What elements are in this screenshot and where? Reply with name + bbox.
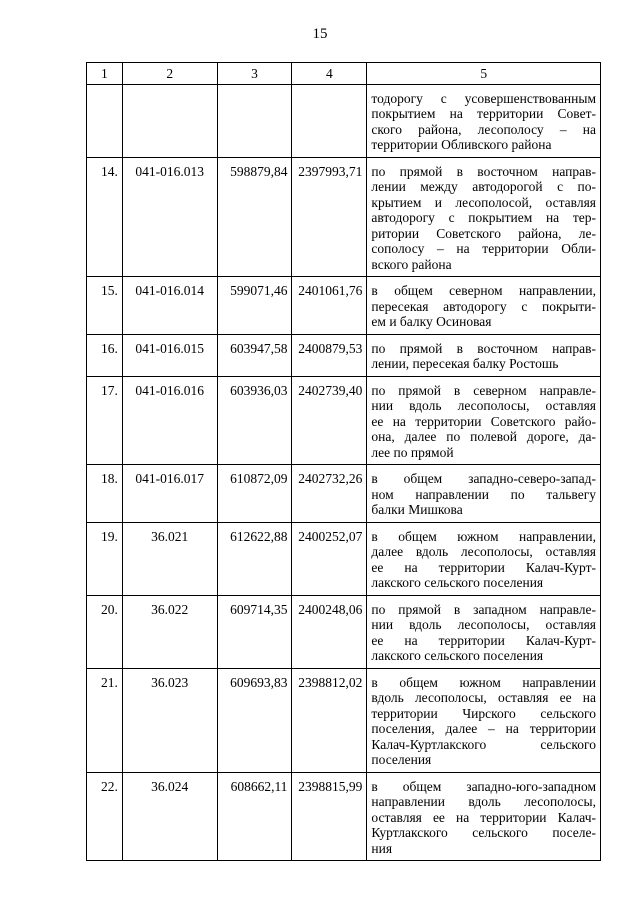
description-line: ном направлении по тальвегу (371, 486, 596, 502)
table-row (87, 465, 601, 523)
description-line: в общем северном направлении, (371, 283, 596, 298)
description-line: оставляя ее на территории Калач- (371, 809, 596, 825)
description-line: Куртлакского сельского поселе- (371, 825, 596, 840)
description-line: по прямой в восточном направ- (371, 163, 596, 179)
description-line: лее по прямой (371, 444, 454, 460)
boundary-description-cell (367, 772, 601, 861)
boundary-description-cell (367, 334, 601, 376)
description-line: территории Обливского района (371, 137, 552, 152)
description-line: ее на территории Калач-Курт- (371, 559, 596, 575)
description-line: ее на территории Советского райо- (371, 413, 596, 429)
row-number-cell: 17. (87, 376, 123, 465)
description-line: автодорогу с покрытием на тер- (371, 210, 596, 225)
description-line: территории Чирского сельского (371, 705, 596, 721)
boundary-description-cell (367, 277, 601, 335)
row-number-cell: 16. (87, 334, 123, 376)
coordinate-x-cell: 603936,03 (217, 376, 292, 465)
table-row (87, 772, 601, 861)
description-line: она, далее по полевой дороге, да- (371, 429, 596, 444)
description-line: по прямой в восточном направ- (371, 340, 596, 356)
header-col-5: 5 (367, 63, 601, 85)
description-line: нии вдоль лесополосы, оставляя (371, 617, 596, 632)
description-line: по прямой в западном направле- (371, 601, 596, 617)
point-code-cell: 041-016.013 (122, 157, 217, 277)
coordinate-y-cell: 2398815,99 (292, 772, 367, 861)
point-code-cell: 36.023 (122, 668, 217, 772)
row-number-cell: 22. (87, 772, 123, 861)
table-row (87, 157, 601, 277)
coordinate-y-cell: 2402732,26 (292, 465, 367, 523)
coordinate-x-cell: 612622,88 (217, 522, 292, 595)
coordinate-y-cell: 2400248,06 (292, 595, 367, 668)
point-code-cell: 041-016.016 (122, 376, 217, 465)
description-line: вского района (371, 256, 452, 272)
coordinate-x-cell: 599071,46 (217, 277, 292, 335)
description-line: нии вдоль лесополосы, оставляя (371, 398, 596, 413)
coordinate-x-cell: 609693,83 (217, 668, 292, 772)
row-number-cell (87, 84, 123, 157)
boundary-description-cell (367, 465, 601, 523)
coordinate-y-cell: 2397993,71 (292, 157, 367, 277)
row-number-cell: 20. (87, 595, 123, 668)
description-line: лакского сельского поселения (371, 648, 544, 663)
table-row (87, 522, 601, 595)
description-line: вдоль лесополосы, оставляя ее на (371, 690, 596, 705)
description-line: в общем южном направлении (371, 674, 596, 690)
header-row (87, 63, 601, 85)
coordinate-y-cell: 2400252,07 (292, 522, 367, 595)
header-col-1: 1 (87, 63, 123, 85)
row-number-cell: 18. (87, 465, 123, 523)
coordinate-y-cell: 2400879,53 (292, 334, 367, 376)
description-line: ем и балку Осиновая (371, 314, 492, 329)
description-line: крытием и лесополосой, оставляя (371, 194, 596, 210)
coordinate-x-cell (217, 84, 292, 157)
description-line: тодорогу с усовершенствованным (371, 90, 596, 106)
table-body (87, 84, 601, 861)
table-row (87, 84, 601, 157)
header-col-2: 2 (122, 63, 217, 85)
row-number-cell: 19. (87, 522, 123, 595)
row-number-cell: 15. (87, 277, 123, 335)
description-line: поселения (371, 752, 432, 767)
description-line: по прямой в северном направле- (371, 382, 596, 398)
boundary-description-cell (367, 522, 601, 595)
description-line: балки Мишкова (371, 502, 463, 517)
description-line: ее на территории Калач-Курт- (371, 632, 596, 648)
point-code-cell: 041-016.017 (122, 465, 217, 523)
description-line: покрытием на территории Совет- (371, 106, 596, 121)
header-col-4: 4 (292, 63, 367, 85)
description-line: Калач-Куртлакского сельского (371, 736, 596, 752)
boundary-description-cell (367, 595, 601, 668)
row-number-cell: 21. (87, 668, 123, 772)
table-row (87, 334, 601, 376)
coordinate-x-cell: 609714,35 (217, 595, 292, 668)
coordinate-y-cell: 2401061,76 (292, 277, 367, 335)
coordinate-x-cell: 608662,11 (217, 772, 292, 861)
page-number: 15 (312, 26, 328, 42)
boundary-table (86, 62, 601, 861)
table-row (87, 376, 601, 465)
description-line: далее вдоль лесополосы, оставляя (371, 544, 596, 559)
boundary-description-cell (367, 376, 601, 465)
description-line: сополосу – на территории Обли- (371, 241, 596, 256)
table-row (87, 277, 601, 335)
point-code-cell: 041-016.014 (122, 277, 217, 335)
boundary-description-cell (367, 668, 601, 772)
coordinate-x-cell: 598879,84 (217, 157, 292, 277)
coordinate-y-cell: 2402739,40 (292, 376, 367, 465)
row-number-cell: 14. (87, 157, 123, 277)
point-code-cell: 041-016.015 (122, 334, 217, 376)
description-line: в общем западно-северо-запад- (371, 471, 596, 486)
point-code-cell: 36.024 (122, 772, 217, 861)
boundary-description-cell (367, 84, 601, 157)
table-row (87, 668, 601, 772)
point-code-cell: 36.022 (122, 595, 217, 668)
description-line: лении между автодорогой с по- (371, 179, 596, 194)
coordinate-y-cell (292, 84, 367, 157)
boundary-description-cell (367, 157, 601, 277)
table-row (87, 595, 601, 668)
description-line: в общем западно-юго-западном (371, 778, 596, 794)
coordinate-x-cell: 610872,09 (217, 465, 292, 523)
header-col-3: 3 (217, 63, 292, 85)
point-code-cell (122, 84, 217, 157)
description-line: ритории Советского района, ле- (371, 225, 596, 241)
description-line: поселения, далее – на территории (371, 721, 596, 736)
description-line: ского района, лесополосу – на (371, 121, 596, 137)
description-line: пересекая автодорогу с покрыти- (371, 298, 596, 314)
coordinate-x-cell: 603947,58 (217, 334, 292, 376)
description-line: лакского сельского поселения (371, 575, 544, 590)
description-line: направлении вдоль лесополосы, (371, 794, 596, 809)
point-code-cell: 36.021 (122, 522, 217, 595)
coordinate-y-cell: 2398812,02 (292, 668, 367, 772)
table-header (87, 63, 601, 85)
description-line: ния (371, 840, 393, 856)
description-line: лении, пересекая балку Ростошь (371, 356, 559, 371)
description-line: в общем южном направлении, (371, 528, 596, 544)
